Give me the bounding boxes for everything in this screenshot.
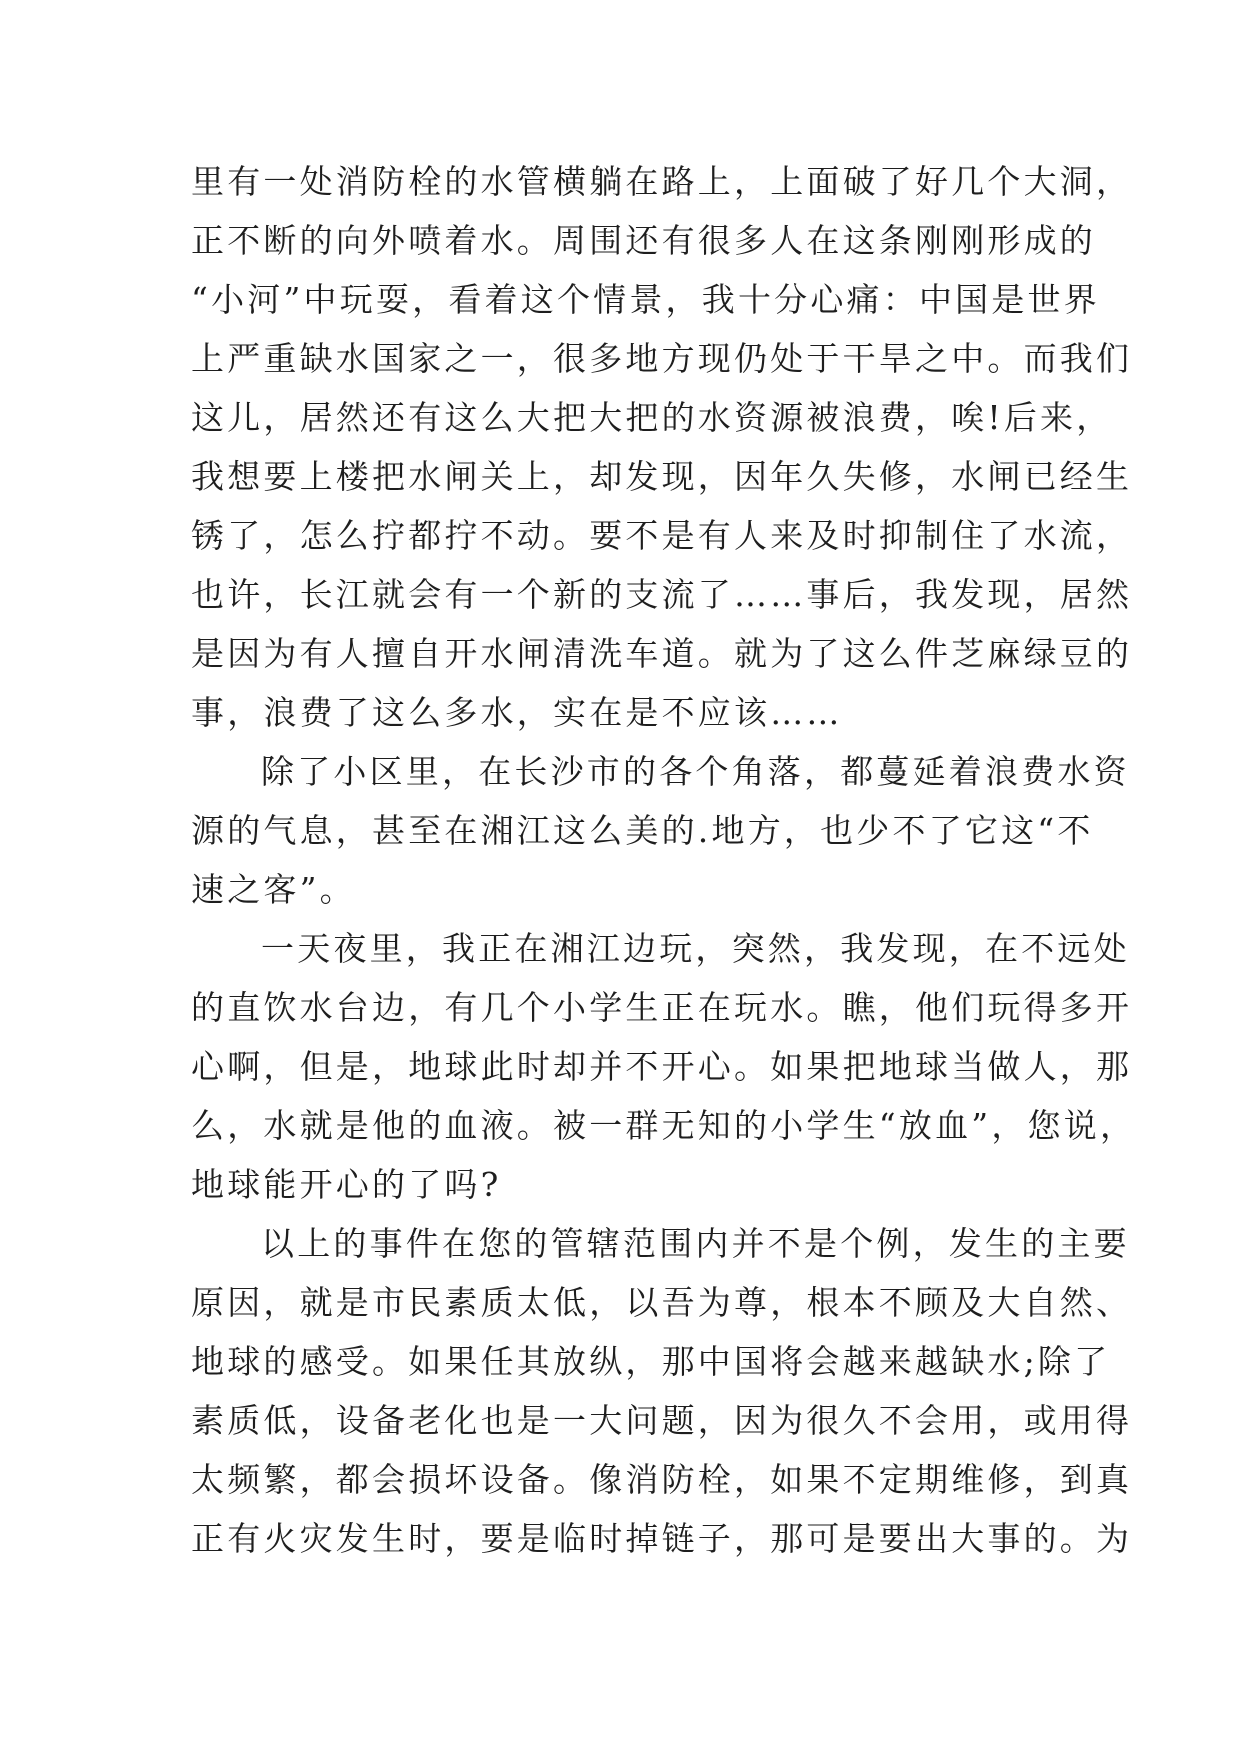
text-line: 素质低，设备老化也是一大问题，因为很久不会用，或用得 (191, 1401, 1133, 1440)
text-line: 也许，长江就会有一个新的支流了……事后，我发现，居然 (191, 575, 1133, 614)
text-line: 么，水就是他的血液。被一群无知的小学生“放血”，您说， (191, 1106, 1137, 1145)
text-line: 正不断的向外喷着水。周围还有很多人在这条刚刚形成的 (191, 221, 1096, 260)
text-line: 正有火灾发生时，要是临时掉链子，那可是要出大事的。为 (191, 1519, 1133, 1558)
text-line: 我想要上楼把水闸关上，却发现，因年久失修，水闸已经生 (191, 457, 1133, 496)
text-line: 心啊，但是，地球此时却并不开心。如果把地球当做人，那 (191, 1047, 1133, 1086)
text-line: 事，浪费了这么多水，实在是不应该…… (191, 693, 843, 732)
text-line: 的直饮水台边，有几个小学生正在玩水。瞧，他们玩得多开 (191, 988, 1133, 1027)
paragraph-first-line: 以上的事件在您的管辖范围内并不是个例，发生的主要 (261, 1224, 1130, 1263)
text-line: 里有一处消防栓的水管横躺在路上，上面破了好几个大洞， (191, 162, 1133, 201)
text-line: 速之客”。 (191, 870, 356, 909)
paragraph-first-line: 一天夜里，我正在湘江边玩，突然，我发现，在不远处 (261, 929, 1130, 968)
text-line: 源的气息，甚至在湘江这么美的.地方，也少不了它这“不 (191, 811, 1094, 850)
document-body (191, 152, 1137, 1568)
text-line: 太频繁，都会损坏设备。像消防栓，如果不定期维修，到真 (191, 1460, 1133, 1499)
paragraph-first-line: 除了小区里，在长沙市的各个角落，都蔓延着浪费水资 (261, 752, 1130, 791)
text-line: 这儿，居然还有这么大把大把的水资源被浪费，唉!后来， (191, 398, 1113, 437)
text-line: 上严重缺水国家之一，很多地方现仍处于干旱之中。而我们 (191, 339, 1133, 378)
text-line: 原因，就是市民素质太低，以吾为尊，根本不顾及大自然、 (191, 1283, 1133, 1322)
text-line: 是因为有人擅自开水闸清洗车道。就为了这么件芝麻绿豆的 (191, 634, 1133, 673)
text-line: 锈了，怎么拧都拧不动。要不是有人来及时抑制住了水流， (191, 516, 1133, 555)
text-line: 地球能开心的了吗? (191, 1165, 502, 1204)
text-line: 地球的感受。如果任其放纵，那中国将会越来越缺水;除了 (191, 1342, 1111, 1381)
text-line: “小河”中玩耍，看着这个情景，我十分心痛：中国是世界 (191, 280, 1100, 319)
